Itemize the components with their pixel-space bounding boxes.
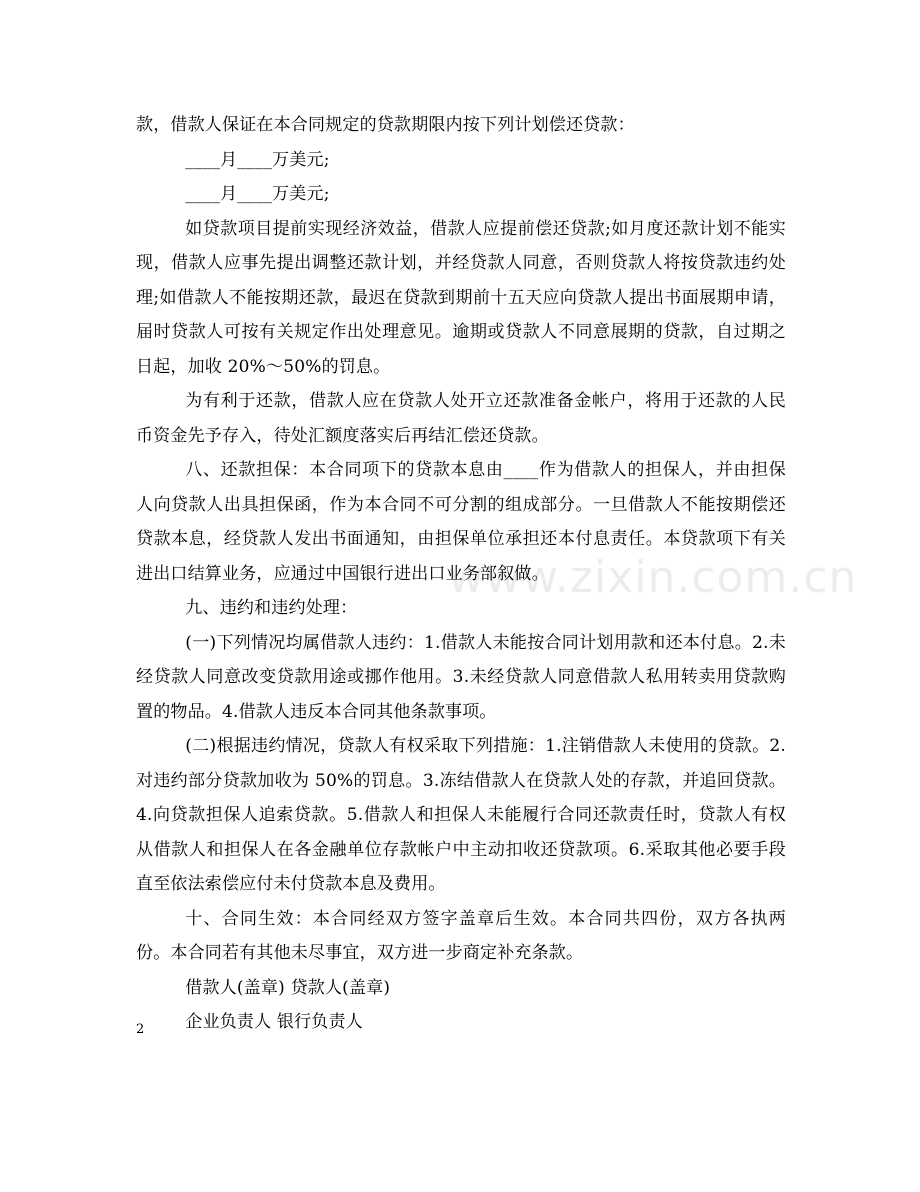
paragraph-default-cases: (一)下列情况均属借款人违约：1.借款人未能按合同计划用款和还本付息。2.未经贷款人同意改变贷款用途或挪作他用。3.未经贷款人同意借款人私用转卖用贷款购置的物品。4.借款人违反本合同其他条款事项。 xyxy=(136,632,786,722)
paragraph-default-measures: (二)根据违约情况，贷款人有权采取下列措施：1.注销借款人未使用的贷款。2.对违约部分贷款加收为 50%的罚息。3.冻结借款人在贷款人处的存款，并追回贷款。4.向贷款担保人追索贷款。5.借款人和担保人未能履行合同还款责任时，贷款人有权从借款人和担保人在各金融单位存款帐户中主动扣收还贷款项。6.采取其他必要手段直至依法索偿应付未付贷款本息及费用。 xyxy=(136,736,786,894)
paragraph-effectiveness: 十、合同生效：本合同经双方签字盖章后生效。本合同共四份，双方各执两份。本合同若有其他未尽事宜，双方进一步商定补充条款。 xyxy=(136,908,786,963)
paragraph-signature-persons: 企业负责人 银行负责人 xyxy=(185,1012,363,1032)
page-number: 2 xyxy=(136,1022,145,1037)
watermark: www.zixin.com.cn xyxy=(448,552,858,603)
paragraph-signature-seals: 借款人(盖章) 贷款人(盖章) xyxy=(185,977,391,998)
paragraph-installment-1: ____月____万美元; xyxy=(185,149,330,170)
paragraph-repayment-plan: 款，借款人保证在本合同规定的贷款期限内按下列计划偿还贷款： xyxy=(136,115,635,135)
paragraph-installment-2: ____月____万美元; xyxy=(185,184,330,204)
paragraph-early-repayment: 如贷款项目提前实现经济效益，借款人应提前偿还贷款;如月度还款计划不能实现，借款人应事先提出调整还款计划，并经贷款人同意，否则贷款人将按贷款违约处理;如借款人不能按期还款，最迟在贷款到期前十五天应向贷款人提出书面展期申请，届时贷款人可按有关规定作出处理意见。逾期或贷款人不同意展期的贷款，自过期之日起，加收 20%～50%的罚息。 xyxy=(136,218,786,377)
paragraph-default-heading: 九、违约和违约处理： xyxy=(185,598,358,618)
paragraph-reserve-account: 为有利于还款，借款人应在贷款人处开立还款准备金帐户，将用于还款的人民币资金先予存入，待处汇额度落实后再结汇偿还贷款。 xyxy=(136,391,786,446)
paragraph-guarantee: 八、还款担保：本合同项下的贷款本息由____作为借款人的担保人，并由担保人向贷款人出具担保函，作为本合同不可分割的组成部分。一旦借款人不能按期偿还贷款本息，经贷款人发出书面通知，由担保单位承担还本付息责任。本贷款项下有关进出口结算业务，应通过中国银行进出口业务部叙做。 xyxy=(136,460,786,584)
